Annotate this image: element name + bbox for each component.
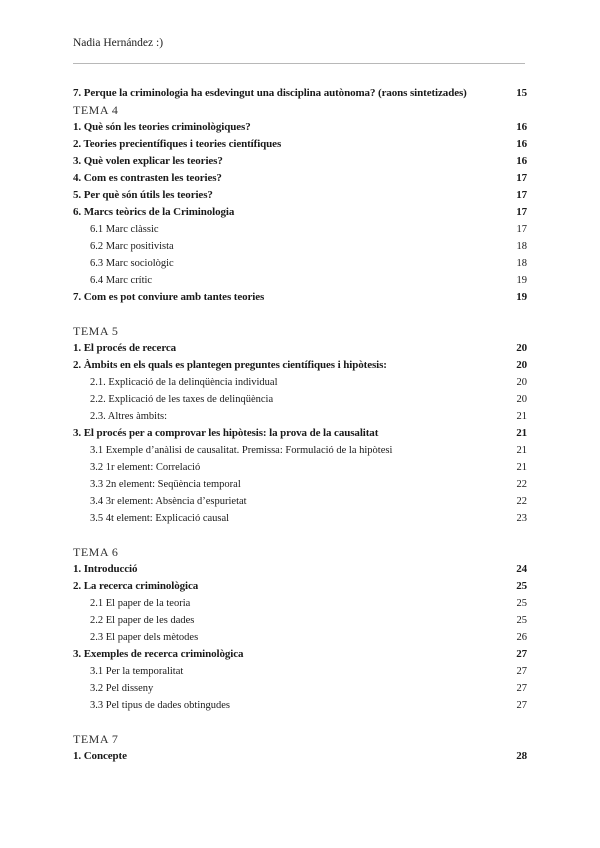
toc-entry-label: 3.2 1r element: Correlació — [90, 462, 201, 473]
toc-entry-label: 1. Concepte — [73, 750, 127, 762]
toc-entry-page: 25 — [516, 598, 527, 609]
toc-entry-page: 18 — [516, 241, 527, 252]
toc-subentry[interactable] — [73, 272, 527, 289]
toc-entry-page: 27 — [516, 666, 527, 677]
toc-entry-page: 28 — [516, 750, 527, 762]
toc-entry[interactable] — [73, 748, 527, 765]
toc-entry-label: 6.4 Marc crític — [90, 275, 153, 286]
section-heading-tema-7: TEMA 7 — [73, 732, 119, 746]
toc-entry-page: 16 — [516, 138, 527, 150]
toc-entry-label: 4. Com es contrasten les teories? — [73, 172, 222, 184]
toc-entry-label: 3.1 Per la temporalitat — [90, 666, 184, 677]
toc-entry-page: 25 — [516, 615, 527, 626]
toc-entry-page: 22 — [516, 479, 527, 490]
toc-subentry[interactable] — [73, 510, 527, 527]
toc-subentry[interactable] — [73, 374, 527, 391]
section-heading-tema-5: TEMA 5 — [73, 324, 119, 338]
toc-entry-label: 1. Què són les teories criminològiques? — [73, 121, 251, 133]
toc-entry-label: 2.3. Altres àmbits: — [90, 411, 167, 422]
spacer — [73, 714, 527, 731]
toc-entry-label: 2.2. Explicació de les taxes de delinqüència — [90, 394, 274, 405]
toc-entry-label: 2. Àmbits en els quals es plantegen preguntes científiques i hipòtesis: — [73, 359, 387, 371]
toc-entry[interactable] — [73, 357, 527, 374]
toc-entry-page: 27 — [516, 700, 527, 711]
toc-entry-label: 6.3 Marc sociològic — [90, 258, 174, 269]
section-heading-tema-4: TEMA 4 — [73, 103, 119, 117]
toc-entry-label: 1. El procés de recerca — [73, 342, 177, 354]
toc-entry-page: 27 — [516, 648, 527, 660]
toc-entry-page: 17 — [516, 206, 527, 218]
toc-entry[interactable] — [73, 119, 527, 136]
toc-entry-page: 18 — [516, 258, 527, 269]
toc-subentry[interactable] — [73, 663, 527, 680]
toc-entry-page: 21 — [516, 445, 527, 456]
toc-entry-label: 2. La recerca criminològica — [73, 580, 199, 592]
toc-entry-page: 17 — [516, 172, 527, 184]
toc-subentry[interactable] — [73, 442, 527, 459]
toc-entry-label: 1. Introducció — [73, 563, 138, 575]
toc-subentry[interactable] — [73, 697, 527, 714]
toc-entry-page: 24 — [516, 563, 527, 575]
toc-entry-page: 20 — [516, 377, 527, 388]
toc-entry-page: 21 — [516, 411, 527, 422]
header-divider — [73, 63, 525, 64]
toc-entry[interactable] — [73, 340, 527, 357]
toc-entry-page: 20 — [516, 359, 527, 371]
toc-entry-page: 20 — [516, 342, 527, 354]
toc-entry-page: 23 — [516, 513, 527, 524]
toc-entry[interactable] — [73, 153, 527, 170]
toc-entry-label: 3.5 4t element: Explicació causal — [90, 513, 230, 524]
toc-entry-label: 6. Marcs teòrics de la Criminologia — [73, 206, 235, 218]
toc-entry[interactable] — [73, 578, 527, 595]
toc-entry-page: 16 — [516, 155, 527, 167]
toc-entry-label: 3.3 2n element: Seqüència temporal — [90, 479, 241, 490]
toc-subentry[interactable] — [73, 221, 527, 238]
toc-entry-label: 7. Com es pot conviure amb tantes teories — [73, 291, 265, 303]
toc-entry[interactable] — [73, 561, 527, 578]
toc-entry-label: 6.2 Marc positivista — [90, 241, 174, 252]
toc-entry-label: 2.1. Explicació de la delinqüència individual — [90, 377, 278, 388]
toc-entry-label: 3. Què volen explicar les teories? — [73, 155, 223, 167]
toc-entry-label: 2. Teories precientífiques i teories científiques — [73, 138, 282, 150]
toc-subentry[interactable] — [73, 238, 527, 255]
toc-entry-label: 3. Exemples de recerca criminològica — [73, 648, 244, 660]
table-of-contents — [73, 85, 527, 765]
toc-entry-page: 19 — [516, 291, 527, 303]
toc-subentry[interactable] — [73, 493, 527, 510]
toc-entry-label: 6.1 Marc clàssic — [90, 224, 159, 235]
toc-entry-page: 17 — [516, 189, 527, 201]
toc-subentry[interactable] — [73, 391, 527, 408]
toc-entry[interactable] — [73, 289, 527, 306]
toc-entry-label: 5. Per què són útils les teories? — [73, 189, 213, 201]
spacer — [73, 306, 527, 323]
toc-entry-page: 17 — [516, 224, 527, 235]
toc-entry-page: 27 — [516, 683, 527, 694]
toc-subentry[interactable] — [73, 612, 527, 629]
toc-entry-page: 19 — [516, 275, 527, 286]
toc-entry-page: 15 — [516, 87, 527, 99]
toc-subentry[interactable] — [73, 476, 527, 493]
toc-entry-page: 16 — [516, 121, 527, 133]
toc-subentry[interactable] — [73, 255, 527, 272]
toc-entry[interactable] — [73, 85, 527, 102]
toc-subentry[interactable] — [73, 680, 527, 697]
toc-entry-page: 26 — [516, 632, 527, 643]
toc-subentry[interactable] — [73, 629, 527, 646]
toc-entry-page: 21 — [516, 427, 527, 439]
toc-subentry[interactable] — [73, 408, 527, 425]
toc-entry-label: 2.1 El paper de la teoria — [90, 598, 191, 609]
toc-entry-label: 3.2 Pel disseny — [90, 683, 154, 694]
toc-entry-page: 25 — [516, 580, 527, 592]
toc-entry-label: 7. Perque la criminologia ha esdevingut una disciplina autònoma? (raons sintetizades) — [73, 87, 467, 99]
toc-entry-page: 22 — [516, 496, 527, 507]
toc-entry-label: 3. El procés per a comprovar les hipòtesis: la prova de la causalitat — [73, 427, 379, 439]
toc-subentry[interactable] — [73, 459, 527, 476]
toc-entry-label: 2.3 El paper dels mètodes — [90, 632, 199, 643]
toc-entry-label: 3.1 Exemple d’anàlisi de causalitat. Premissa: Formulació de la hipòtesi — [90, 445, 393, 456]
toc-entry[interactable] — [73, 136, 527, 153]
toc-entry-label: 2.2 El paper de les dades — [90, 615, 195, 626]
toc-entry[interactable] — [73, 425, 527, 442]
toc-entry-label: 3.4 3r element: Absència d’espurietat — [90, 496, 247, 507]
section-heading-tema-6: TEMA 6 — [73, 545, 119, 559]
toc-entry-page: 21 — [516, 462, 527, 473]
toc-subentry[interactable] — [73, 595, 527, 612]
toc-entry-label: 3.3 Pel tipus de dades obtingudes — [90, 700, 230, 711]
toc-entry[interactable] — [73, 646, 527, 663]
toc-entry[interactable] — [73, 204, 527, 221]
toc-entry-page: 20 — [516, 394, 527, 405]
page-header-author: Nadia Hernández :) — [73, 37, 164, 49]
toc-entry[interactable] — [73, 187, 527, 204]
toc-entry[interactable] — [73, 170, 527, 187]
spacer — [73, 527, 527, 544]
